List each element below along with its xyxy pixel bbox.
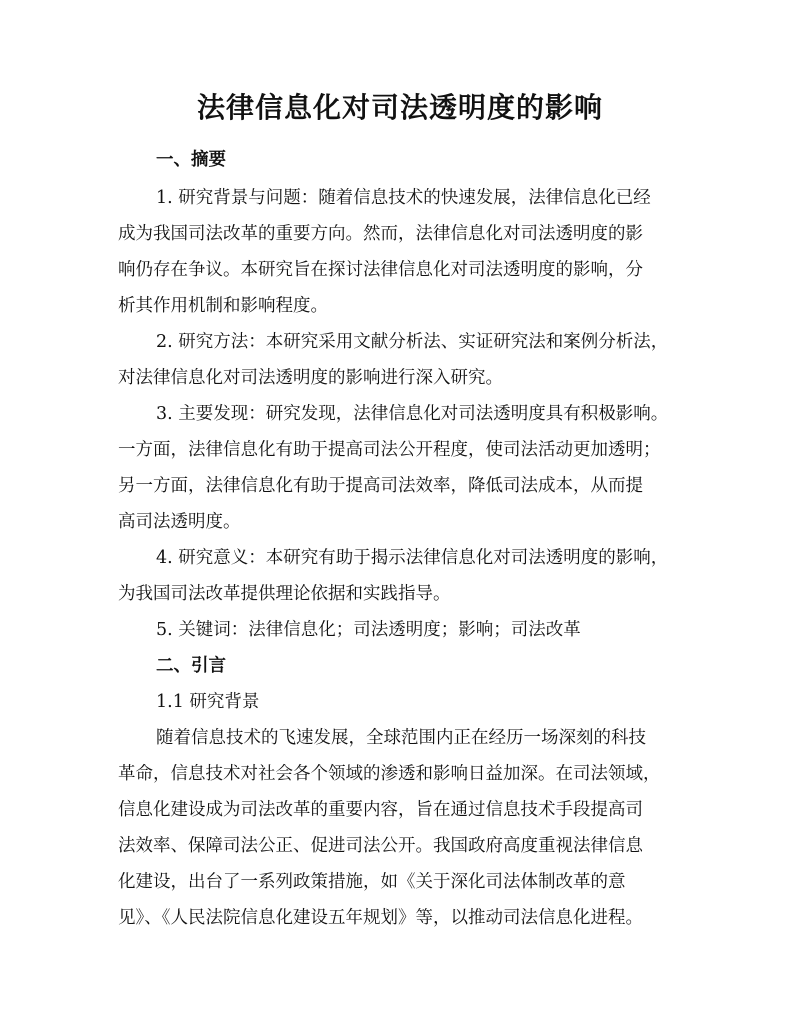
keywords-line: 5. 关键词：法律信息化；司法透明度；影响；司法改革 [156, 620, 581, 640]
paragraph-line: 响仍存在争议。本研究旨在探讨法律信息化对司法透明度的影响，分 [118, 260, 643, 280]
paragraph-line: 4. 研究意义：本研究有助于揭示法律信息化对司法透明度的影响， [156, 548, 669, 568]
paragraph-line: 随着信息技术的飞速发展，全球范围内正在经历一场深刻的科技 [156, 728, 646, 748]
paragraph-line: 3. 主要发现：研究发现，法律信息化对司法透明度具有积极影响。 [156, 404, 669, 424]
paragraph-line: 1. 研究背景与问题：随着信息技术的快速发展，法律信息化已经 [156, 188, 651, 208]
paragraph-line: 高司法透明度。 [118, 512, 241, 532]
subsection-heading: 1.1 研究背景 [156, 692, 260, 712]
paragraph-line: 信息化建设成为司法改革的重要内容，旨在通过信息技术手段提高司 [118, 800, 643, 820]
paragraph-line: 一方面，法律信息化有助于提高司法公开程度，使司法活动更加透明； [118, 440, 661, 460]
paragraph-line: 另一方面，法律信息化有助于提高司法效率，降低司法成本，从而提 [118, 476, 643, 496]
paragraph-line: 析其作用机制和影响程度。 [118, 296, 328, 316]
paragraph-line: 革命，信息技术对社会各个领域的渗透和影响日益加深。在司法领域， [118, 764, 661, 784]
section-heading-abstract: 一、摘要 [156, 150, 226, 170]
paragraph-line: 2. 研究方法：本研究采用文献分析法、实证研究法和案例分析法， [156, 332, 669, 352]
paragraph-line: 化建设，出台了一系列政策措施，如《关于深化司法体制改革的意 [118, 872, 626, 892]
paragraph-line: 成为我国司法改革的重要方向。然而，法律信息化对司法透明度的影 [118, 224, 643, 244]
document-title: 法律信息化对司法透明度的影响 [196, 91, 603, 124]
paragraph-line: 为我国司法改革提供理论依据和实践指导。 [118, 584, 451, 604]
section-heading-introduction: 二、引言 [156, 656, 226, 676]
paragraph-line: 见》、《人民法院信息化建设五年规划》等，以推动司法信息化进程。 [118, 908, 643, 928]
paragraph-line: 法效率、保障司法公正、促进司法公开。我国政府高度重视法律信息 [118, 836, 643, 856]
paragraph-line: 对法律信息化对司法透明度的影响进行深入研究。 [118, 368, 503, 388]
